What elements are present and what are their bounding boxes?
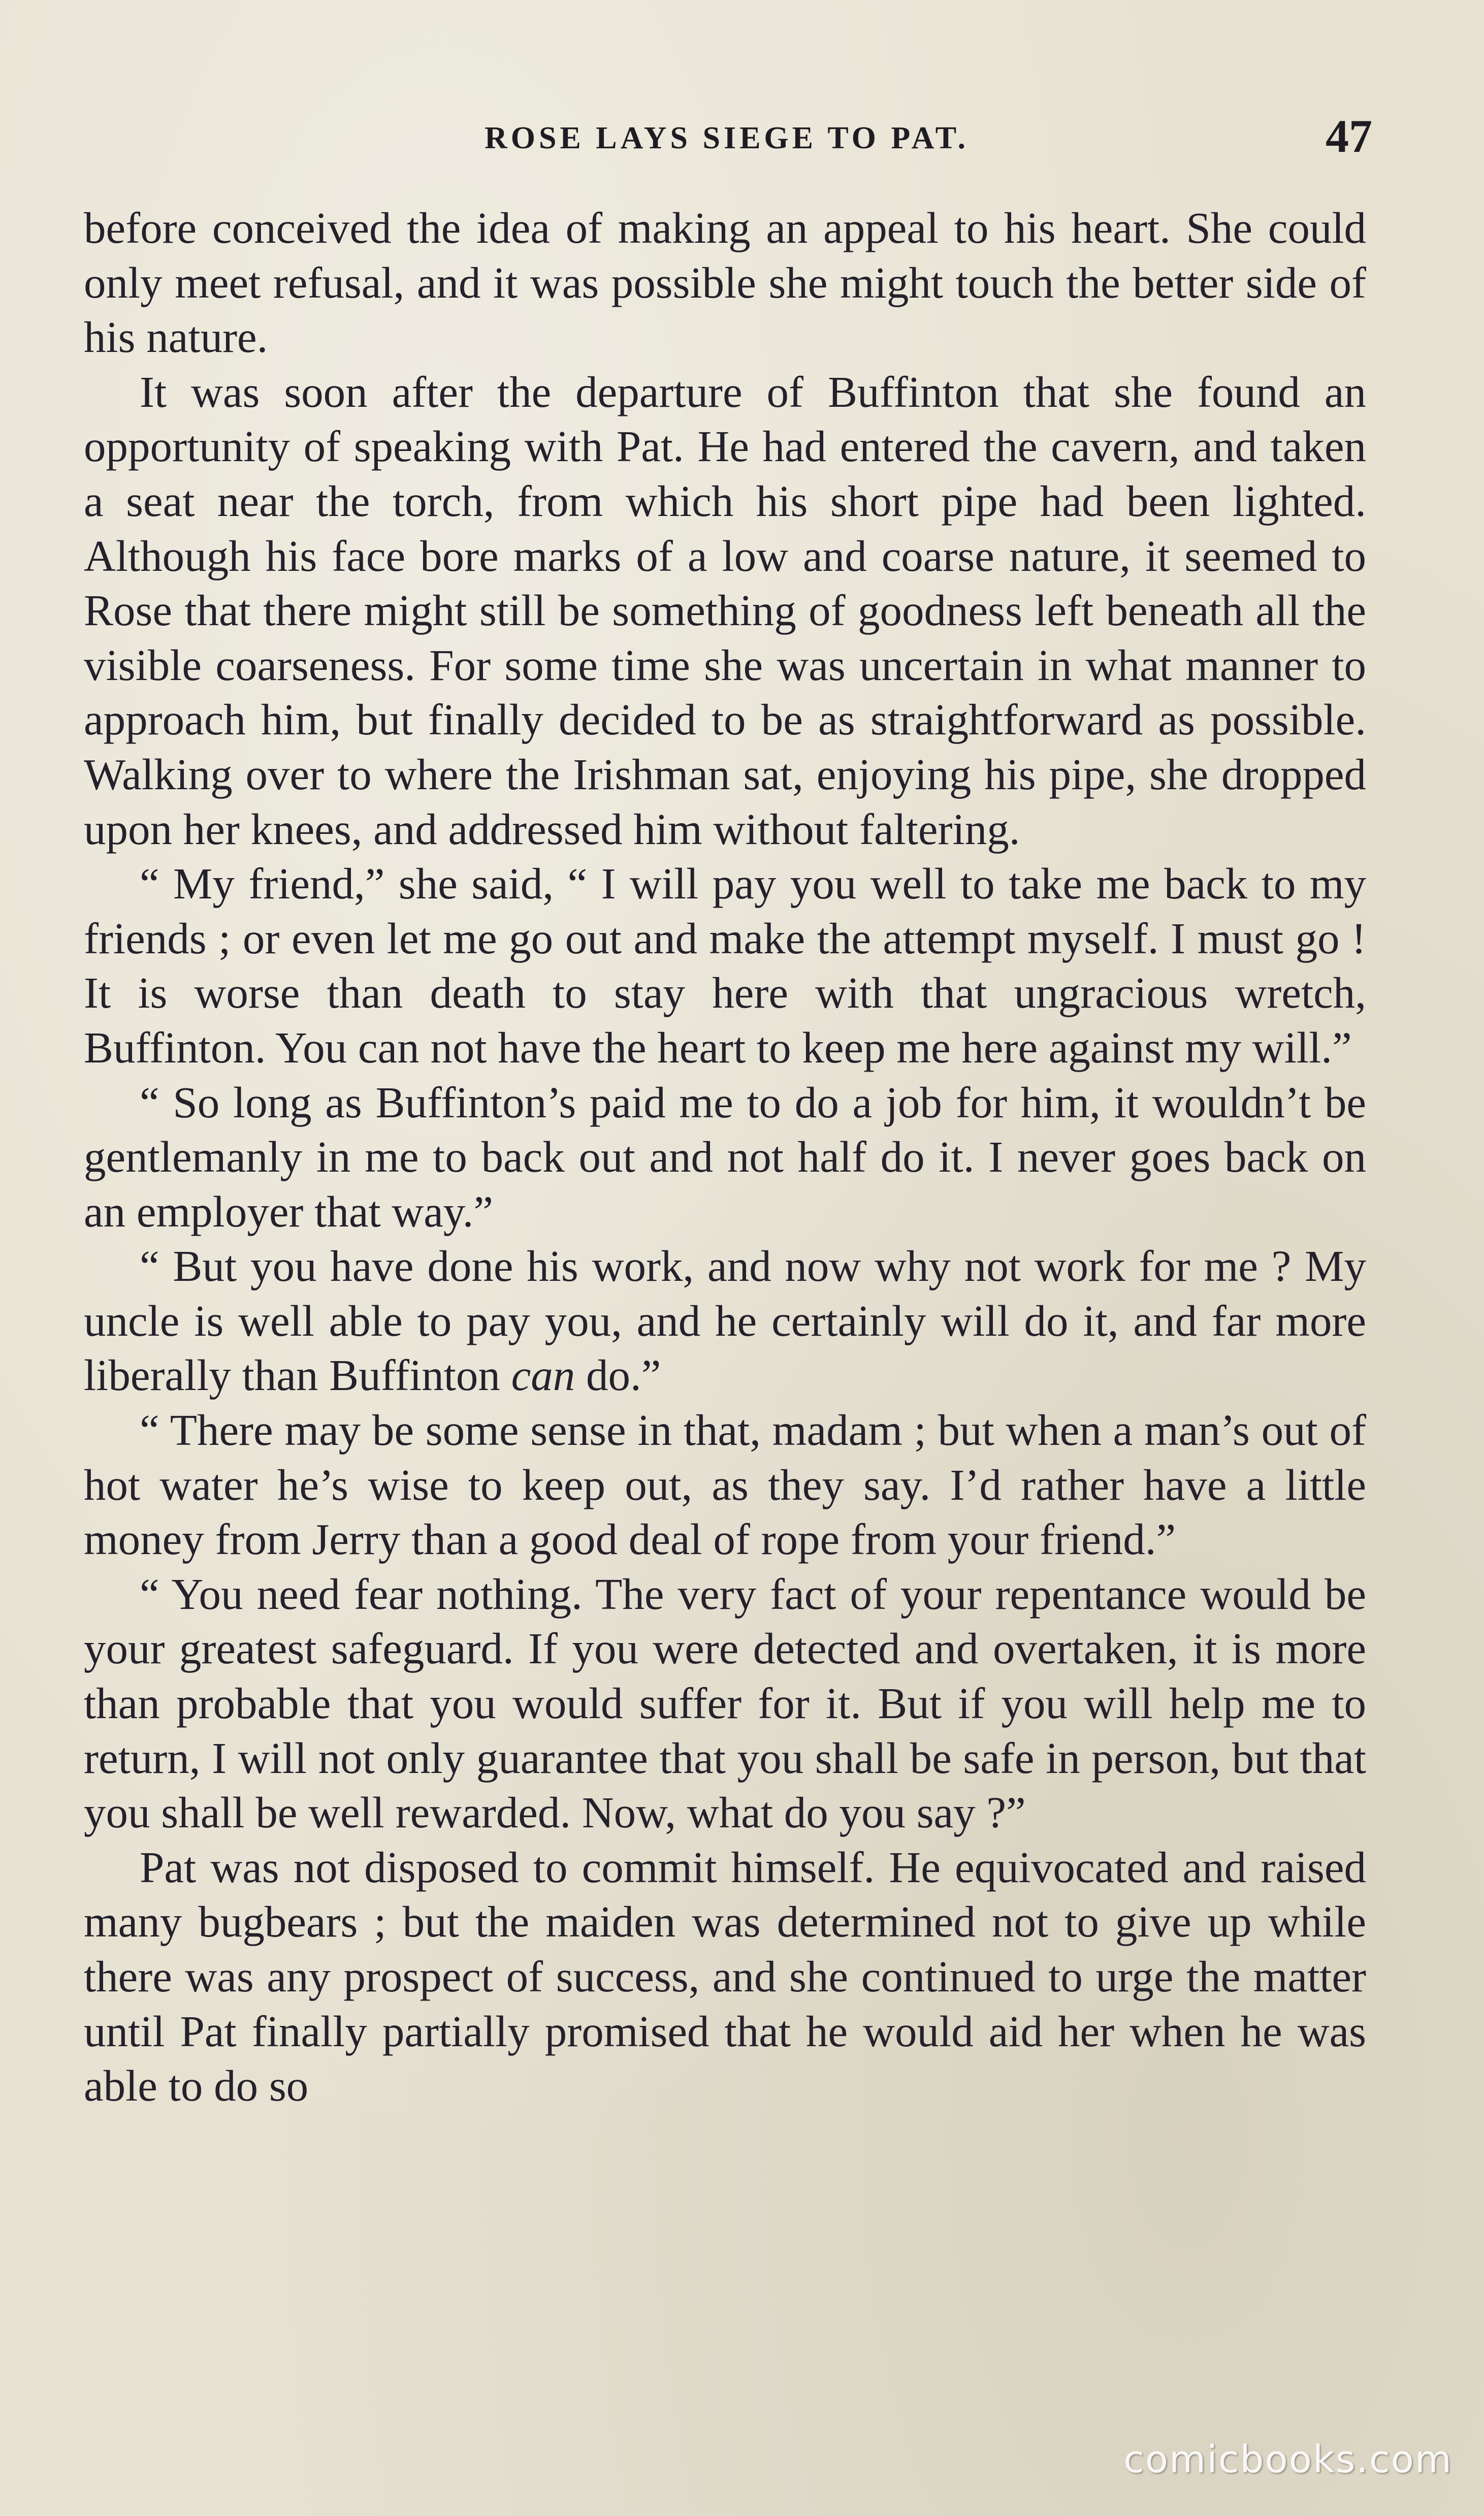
paragraph: It was soon after the departure of Buffinton that she found an opportunity of speaking with Pat. He had entered the cavern, and taken a seat near the torch, from which his short pipe had been lighted. Although his face bore marks of a low and coarse nature, it seemed to Rose that there might still be something of goodness left beneath all the visible coarseness. For some time she was uncertain in what manner to approach him, but finally decided to be as straightforward as possible. Walking over to where the Irishman sat, enjoying his pipe, she dropped upon her knees, and addressed him without faltering.	[84, 367, 1366, 854]
paragraph: “ There may be some sense in that, madam ; but when a man’s out of hot water he’s wise to keep out, as they say. I’d rather have a little money from Jerry than a good deal of rope from your friend.”	[84, 1405, 1366, 1564]
page-header	[81, 109, 1372, 170]
watermark: comicbooks.com	[1123, 2438, 1453, 2481]
paragraph: Pat was not disposed to commit himself. He equivocated and raised many bugbears ; but the maiden was determined not to give up while there was any prospect of success, and she continued to urge the matter until Pat finally partially promised that he would aid her when he was able to do so	[84, 1842, 1366, 2111]
paragraph: “ But you have done his work, and now why not work for me ? My uncle is well able to pay you, and he certainly will do it, and far more liberally than Buffinton can do.”	[84, 1241, 1366, 1400]
body-text	[84, 201, 1366, 2113]
paragraph: “ My friend,” she said, “ I will pay you well to take me back to my friends ; or even let me go out and make the attempt myself. I must go ! It is worse than death to stay here with that ungracious wretch, Buffinton. You can not have the heart to keep me here against my will.”	[84, 859, 1366, 1072]
emphasized-word: can	[511, 1350, 575, 1400]
paragraph: “ So long as Buffinton’s paid me to do a job for him, it wouldn’t be gentlemanly in me to back out and not half do it. I never goes back on an employer that way.”	[84, 1077, 1366, 1236]
page-number: 47	[1326, 110, 1372, 162]
paragraph-continued: before conceived the idea of making an appeal to his heart. She could only meet refusal, and it was possible she might touch the better side of his nature.	[84, 203, 1366, 362]
running-title: ROSE LAYS SIEGE TO PAT.	[484, 121, 970, 155]
paragraph: “ You need fear nothing. The very fact of your repentance would be your greatest safeguard. If you were detected and overtaken, it is more than probable that you would suffer for it. But if you will help me to return, I will not only guarantee that you shall be safe in person, but that you shall be well rewarded. Now, what do you say ?”	[84, 1569, 1366, 1837]
